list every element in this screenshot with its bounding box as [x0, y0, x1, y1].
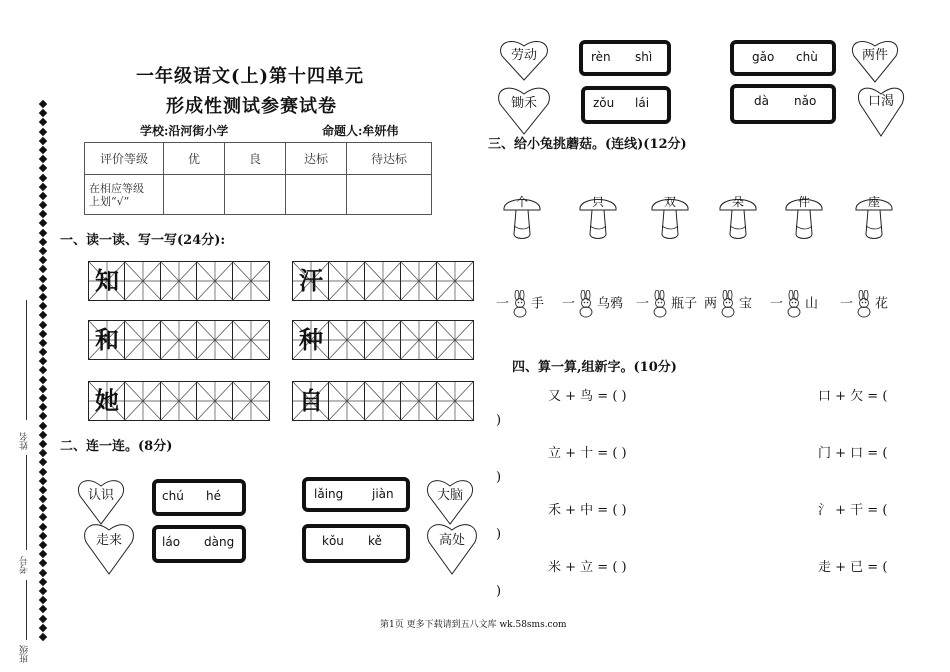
- diamond-mark: [39, 578, 47, 586]
- compose-right[interactable]: 走 + 已 = (: [818, 560, 888, 575]
- diamond-mark: [39, 440, 47, 448]
- pinyin-syllable: dàng: [204, 535, 235, 549]
- eval-cell[interactable]: [225, 175, 286, 215]
- diamond-mark: [39, 182, 47, 190]
- compose-close: ): [496, 413, 502, 428]
- diamond-mark: [39, 467, 47, 475]
- diamond-mark: [39, 385, 47, 393]
- section4-heading: 四、算一算,组新字。(10分): [512, 360, 677, 375]
- pinyin-syllable: gǎo: [752, 50, 775, 64]
- practice-cell[interactable]: [401, 321, 437, 359]
- char-glyph: 自: [299, 386, 323, 415]
- measure-phrase[interactable]: [840, 290, 888, 318]
- eval-cell[interactable]: [286, 175, 347, 215]
- diamond-mark: [39, 293, 47, 301]
- footer-text: 第1页 更多下载请到五八文库 wk.58sms.com: [380, 620, 567, 630]
- pinyin-box[interactable]: [302, 477, 410, 512]
- practice-cell[interactable]: [197, 321, 233, 359]
- diamond-border: [38, 98, 48, 643]
- pinyin-syllable: dà: [754, 94, 769, 108]
- eval-table: [84, 142, 432, 215]
- eval-row-label: [85, 175, 164, 215]
- compose-close: ): [496, 527, 502, 542]
- writing-grid: [88, 381, 270, 421]
- practice-cell[interactable]: [233, 382, 269, 420]
- measure-phrase[interactable]: [704, 290, 752, 318]
- practice-cell[interactable]: [437, 262, 473, 300]
- pinyin-syllable: láo: [162, 535, 181, 549]
- pinyin-syllable: lái: [635, 96, 650, 110]
- diamond-mark: [39, 541, 47, 549]
- heart-word[interactable]: [850, 38, 900, 84]
- practice-cell[interactable]: [125, 382, 161, 420]
- writing-grid: [292, 381, 474, 421]
- eval-header: 优: [164, 143, 225, 175]
- practice-cell[interactable]: [329, 321, 365, 359]
- compose-right[interactable]: 氵 + 干 = (: [818, 503, 888, 518]
- writing-grid: [88, 320, 270, 360]
- mushroom[interactable]: [648, 190, 692, 242]
- diamond-mark: [39, 532, 47, 540]
- rabbit-icon: [509, 290, 531, 318]
- practice-cell[interactable]: [125, 321, 161, 359]
- writing-grid: [88, 261, 270, 301]
- compose-left[interactable]: 立 + 十 = ( ): [548, 446, 627, 461]
- mushroom[interactable]: [852, 190, 896, 242]
- diamond-mark: [39, 596, 47, 604]
- phrase-post: 宝: [739, 296, 753, 312]
- diamond-mark: [39, 201, 47, 209]
- measure-phrase[interactable]: [770, 290, 818, 318]
- diamond-mark: [39, 210, 47, 218]
- diamond-mark: [39, 348, 47, 356]
- practice-cell[interactable]: [401, 262, 437, 300]
- diamond-mark: [39, 623, 47, 631]
- compose-left[interactable]: 又 + 鸟 = ( ): [548, 389, 627, 404]
- pinyin-syllable: kě: [368, 534, 382, 548]
- diamond-mark: [39, 311, 47, 319]
- eval-header: 达标: [286, 143, 347, 175]
- eval-row-label-2: 上划“√”: [89, 194, 130, 208]
- phrase-row: [496, 290, 906, 324]
- pinyin-box[interactable]: [302, 524, 410, 563]
- practice-cell[interactable]: [233, 262, 269, 300]
- pinyin-syllable: lǎing: [314, 487, 344, 501]
- title-line-1: 一年级语文(上)第十四单元: [136, 66, 365, 87]
- diamond-mark: [39, 633, 47, 641]
- mushroom-label: 座: [867, 195, 880, 209]
- diamond-mark: [39, 522, 47, 530]
- rabbit-icon: [853, 290, 875, 318]
- pinyin-box[interactable]: [581, 86, 671, 124]
- practice-cell[interactable]: [365, 262, 401, 300]
- heart-label: 认识: [87, 488, 114, 503]
- diamond-mark: [39, 284, 47, 292]
- rabbit-icon: [717, 290, 739, 318]
- number-line: [26, 455, 27, 550]
- compose-close: ): [496, 584, 502, 599]
- diamond-mark: [39, 256, 47, 264]
- eval-header: 良: [225, 143, 286, 175]
- name-label: 姓名: [20, 432, 30, 450]
- practice-cell[interactable]: [437, 321, 473, 359]
- diamond-mark: [39, 495, 47, 503]
- diamond-mark: [39, 228, 47, 236]
- diamond-mark: [39, 146, 47, 154]
- heart-label: 劳动: [510, 48, 537, 63]
- diamond-mark: [39, 329, 47, 337]
- pinyin-syllable: jiàn: [372, 487, 394, 501]
- pinyin-box[interactable]: [730, 40, 836, 76]
- school-label: 学校:沿河街小学: [140, 124, 229, 138]
- mushroom[interactable]: [576, 190, 620, 242]
- pinyin-box[interactable]: [730, 84, 836, 124]
- diamond-mark: [39, 173, 47, 181]
- diamond-mark: [39, 155, 47, 163]
- diamond-mark: [39, 550, 47, 558]
- rabbit-icon: [649, 290, 671, 318]
- char-cell: [293, 382, 329, 420]
- phrase-post: 乌鸦: [597, 296, 624, 312]
- diamond-mark: [39, 568, 47, 576]
- measure-phrase[interactable]: [562, 290, 623, 318]
- diamond-mark: [39, 302, 47, 310]
- class-line: [26, 580, 27, 640]
- phrase-pre: 一: [636, 296, 650, 312]
- pinyin-syllable: shì: [635, 50, 653, 64]
- mushroom[interactable]: [716, 190, 760, 242]
- diamond-mark: [39, 504, 47, 512]
- eval-row-label-1: 在相应等级: [89, 181, 144, 195]
- diamond-mark: [39, 449, 47, 457]
- compose-right[interactable]: 口 + 欠 = (: [818, 389, 888, 404]
- class-label: 班级: [20, 645, 30, 663]
- diamond-mark: [39, 375, 47, 383]
- compose-right[interactable]: 门 + 口 = (: [818, 446, 888, 461]
- heart-word[interactable]: [76, 476, 126, 526]
- practice-cell[interactable]: [197, 262, 233, 300]
- pinyin-box[interactable]: [579, 40, 671, 76]
- compose-left[interactable]: 米 + 立 = ( ): [548, 560, 627, 575]
- phrase-pre: 一: [496, 296, 510, 312]
- section2-heading: 二、连一连。(8分): [60, 439, 173, 454]
- char-cell: [89, 262, 125, 300]
- heart-label: 高处: [438, 533, 465, 548]
- heart-word[interactable]: [425, 520, 479, 576]
- phrase-pre: 一: [840, 296, 854, 312]
- diamond-mark: [39, 458, 47, 466]
- section1-heading: 一、读一读、写一写(24分):: [60, 233, 226, 248]
- diamond-mark: [39, 614, 47, 622]
- diamond-mark: [39, 320, 47, 328]
- pinyin-syllable: chú: [162, 489, 184, 503]
- eval-header: 评价等级: [85, 143, 164, 175]
- eval-cell[interactable]: [164, 175, 225, 215]
- mushroom-label: 双: [663, 195, 676, 209]
- phrase-post: 瓶子: [671, 296, 698, 312]
- mushroom-label: 朵: [731, 195, 744, 209]
- char-glyph: 知: [95, 266, 119, 295]
- pinyin-syllable: chù: [796, 50, 818, 64]
- diamond-mark: [39, 118, 47, 126]
- pinyin-syllable: hé: [206, 489, 221, 503]
- rabbit-icon: [575, 290, 597, 318]
- phrase-pre: 两: [704, 296, 718, 312]
- section3-heading: 三、给小兔挑蘑菇。(连线)(12分): [488, 137, 687, 152]
- diamond-mark: [39, 587, 47, 595]
- diamond-mark: [39, 127, 47, 135]
- diamond-mark: [39, 366, 47, 374]
- pinyin-box[interactable]: [152, 525, 246, 563]
- heart-word[interactable]: [498, 38, 550, 82]
- mushroom-label: 个: [515, 195, 528, 209]
- measure-phrase[interactable]: [496, 290, 544, 318]
- diamond-mark: [39, 109, 47, 117]
- practice-cell[interactable]: [437, 382, 473, 420]
- diamond-mark: [39, 559, 47, 567]
- eval-cell[interactable]: [347, 175, 432, 215]
- practice-cell[interactable]: [125, 262, 161, 300]
- pinyin-syllable: zǒu: [593, 96, 615, 110]
- diamond-mark: [39, 238, 47, 246]
- diamond-mark: [39, 265, 47, 273]
- char-glyph: 和: [95, 325, 119, 354]
- diamond-mark: [39, 513, 47, 521]
- mushroom-label: 件: [797, 195, 810, 209]
- diamond-mark: [39, 403, 47, 411]
- phrase-post: 花: [875, 296, 889, 312]
- heart-label: 大脑: [436, 488, 463, 503]
- char-cell: [89, 321, 125, 359]
- mushroom[interactable]: [500, 190, 544, 242]
- heart-label: 锄禾: [510, 96, 537, 111]
- diamond-mark: [39, 137, 47, 145]
- practice-cell[interactable]: [161, 382, 197, 420]
- mushroom-label: 只: [591, 195, 604, 209]
- diamond-mark: [39, 394, 47, 402]
- char-glyph: 种: [299, 325, 323, 354]
- practice-cell[interactable]: [329, 262, 365, 300]
- heart-word[interactable]: [82, 520, 136, 576]
- number-label: 考号: [20, 556, 30, 574]
- diamond-mark: [39, 412, 47, 420]
- phrase-post: 山: [805, 296, 819, 312]
- phrase-pre: 一: [562, 296, 576, 312]
- measure-phrase[interactable]: [636, 290, 697, 318]
- practice-cell[interactable]: [365, 321, 401, 359]
- diamond-mark: [39, 431, 47, 439]
- char-glyph: 汗: [299, 266, 323, 295]
- pinyin-box[interactable]: [152, 479, 246, 516]
- rabbit-icon: [783, 290, 805, 318]
- diamond-mark: [39, 219, 47, 227]
- author-label: 命题人:牟妍伟: [322, 124, 399, 138]
- phrase-post: 手: [531, 296, 545, 312]
- eval-header: 待达标: [347, 143, 432, 175]
- char-cell: [89, 382, 125, 420]
- diamond-mark: [39, 100, 47, 108]
- diamond-mark: [39, 339, 47, 347]
- diamond-mark: [39, 605, 47, 613]
- practice-cell[interactable]: [233, 321, 269, 359]
- pinyin-syllable: kǒu: [322, 534, 344, 548]
- writing-grid: [292, 320, 474, 360]
- diamond-mark: [39, 247, 47, 255]
- pinyin-syllable: rèn: [591, 50, 611, 64]
- heart-label: 两件: [861, 48, 888, 63]
- practice-cell[interactable]: [401, 382, 437, 420]
- writing-grid: [292, 261, 474, 301]
- compose-close: ): [496, 470, 502, 485]
- diamond-mark: [39, 421, 47, 429]
- heart-label: 走来: [95, 533, 122, 548]
- diamond-mark: [39, 476, 47, 484]
- diamond-mark: [39, 192, 47, 200]
- char-cell: [293, 321, 329, 359]
- title-line-2: 形成性测试参赛试卷: [166, 96, 337, 117]
- heart-word[interactable]: [496, 84, 552, 136]
- heart-word[interactable]: [425, 476, 475, 526]
- char-glyph: 她: [95, 386, 119, 415]
- pinyin-syllable: nǎo: [794, 94, 817, 108]
- practice-cell[interactable]: [197, 382, 233, 420]
- name-line: [26, 300, 27, 420]
- char-cell: [293, 262, 329, 300]
- diamond-mark: [39, 164, 47, 172]
- heart-label: 口渴: [867, 94, 894, 109]
- diamond-mark: [39, 486, 47, 494]
- heart-word[interactable]: [856, 84, 906, 138]
- phrase-pre: 一: [770, 296, 784, 312]
- diamond-mark: [39, 274, 47, 282]
- diamond-mark: [39, 357, 47, 365]
- practice-cell[interactable]: [161, 321, 197, 359]
- practice-cell[interactable]: [161, 262, 197, 300]
- practice-cell[interactable]: [365, 382, 401, 420]
- mushroom[interactable]: [782, 190, 826, 242]
- compose-left[interactable]: 禾 + 中 = ( ): [548, 503, 627, 518]
- practice-cell[interactable]: [329, 382, 365, 420]
